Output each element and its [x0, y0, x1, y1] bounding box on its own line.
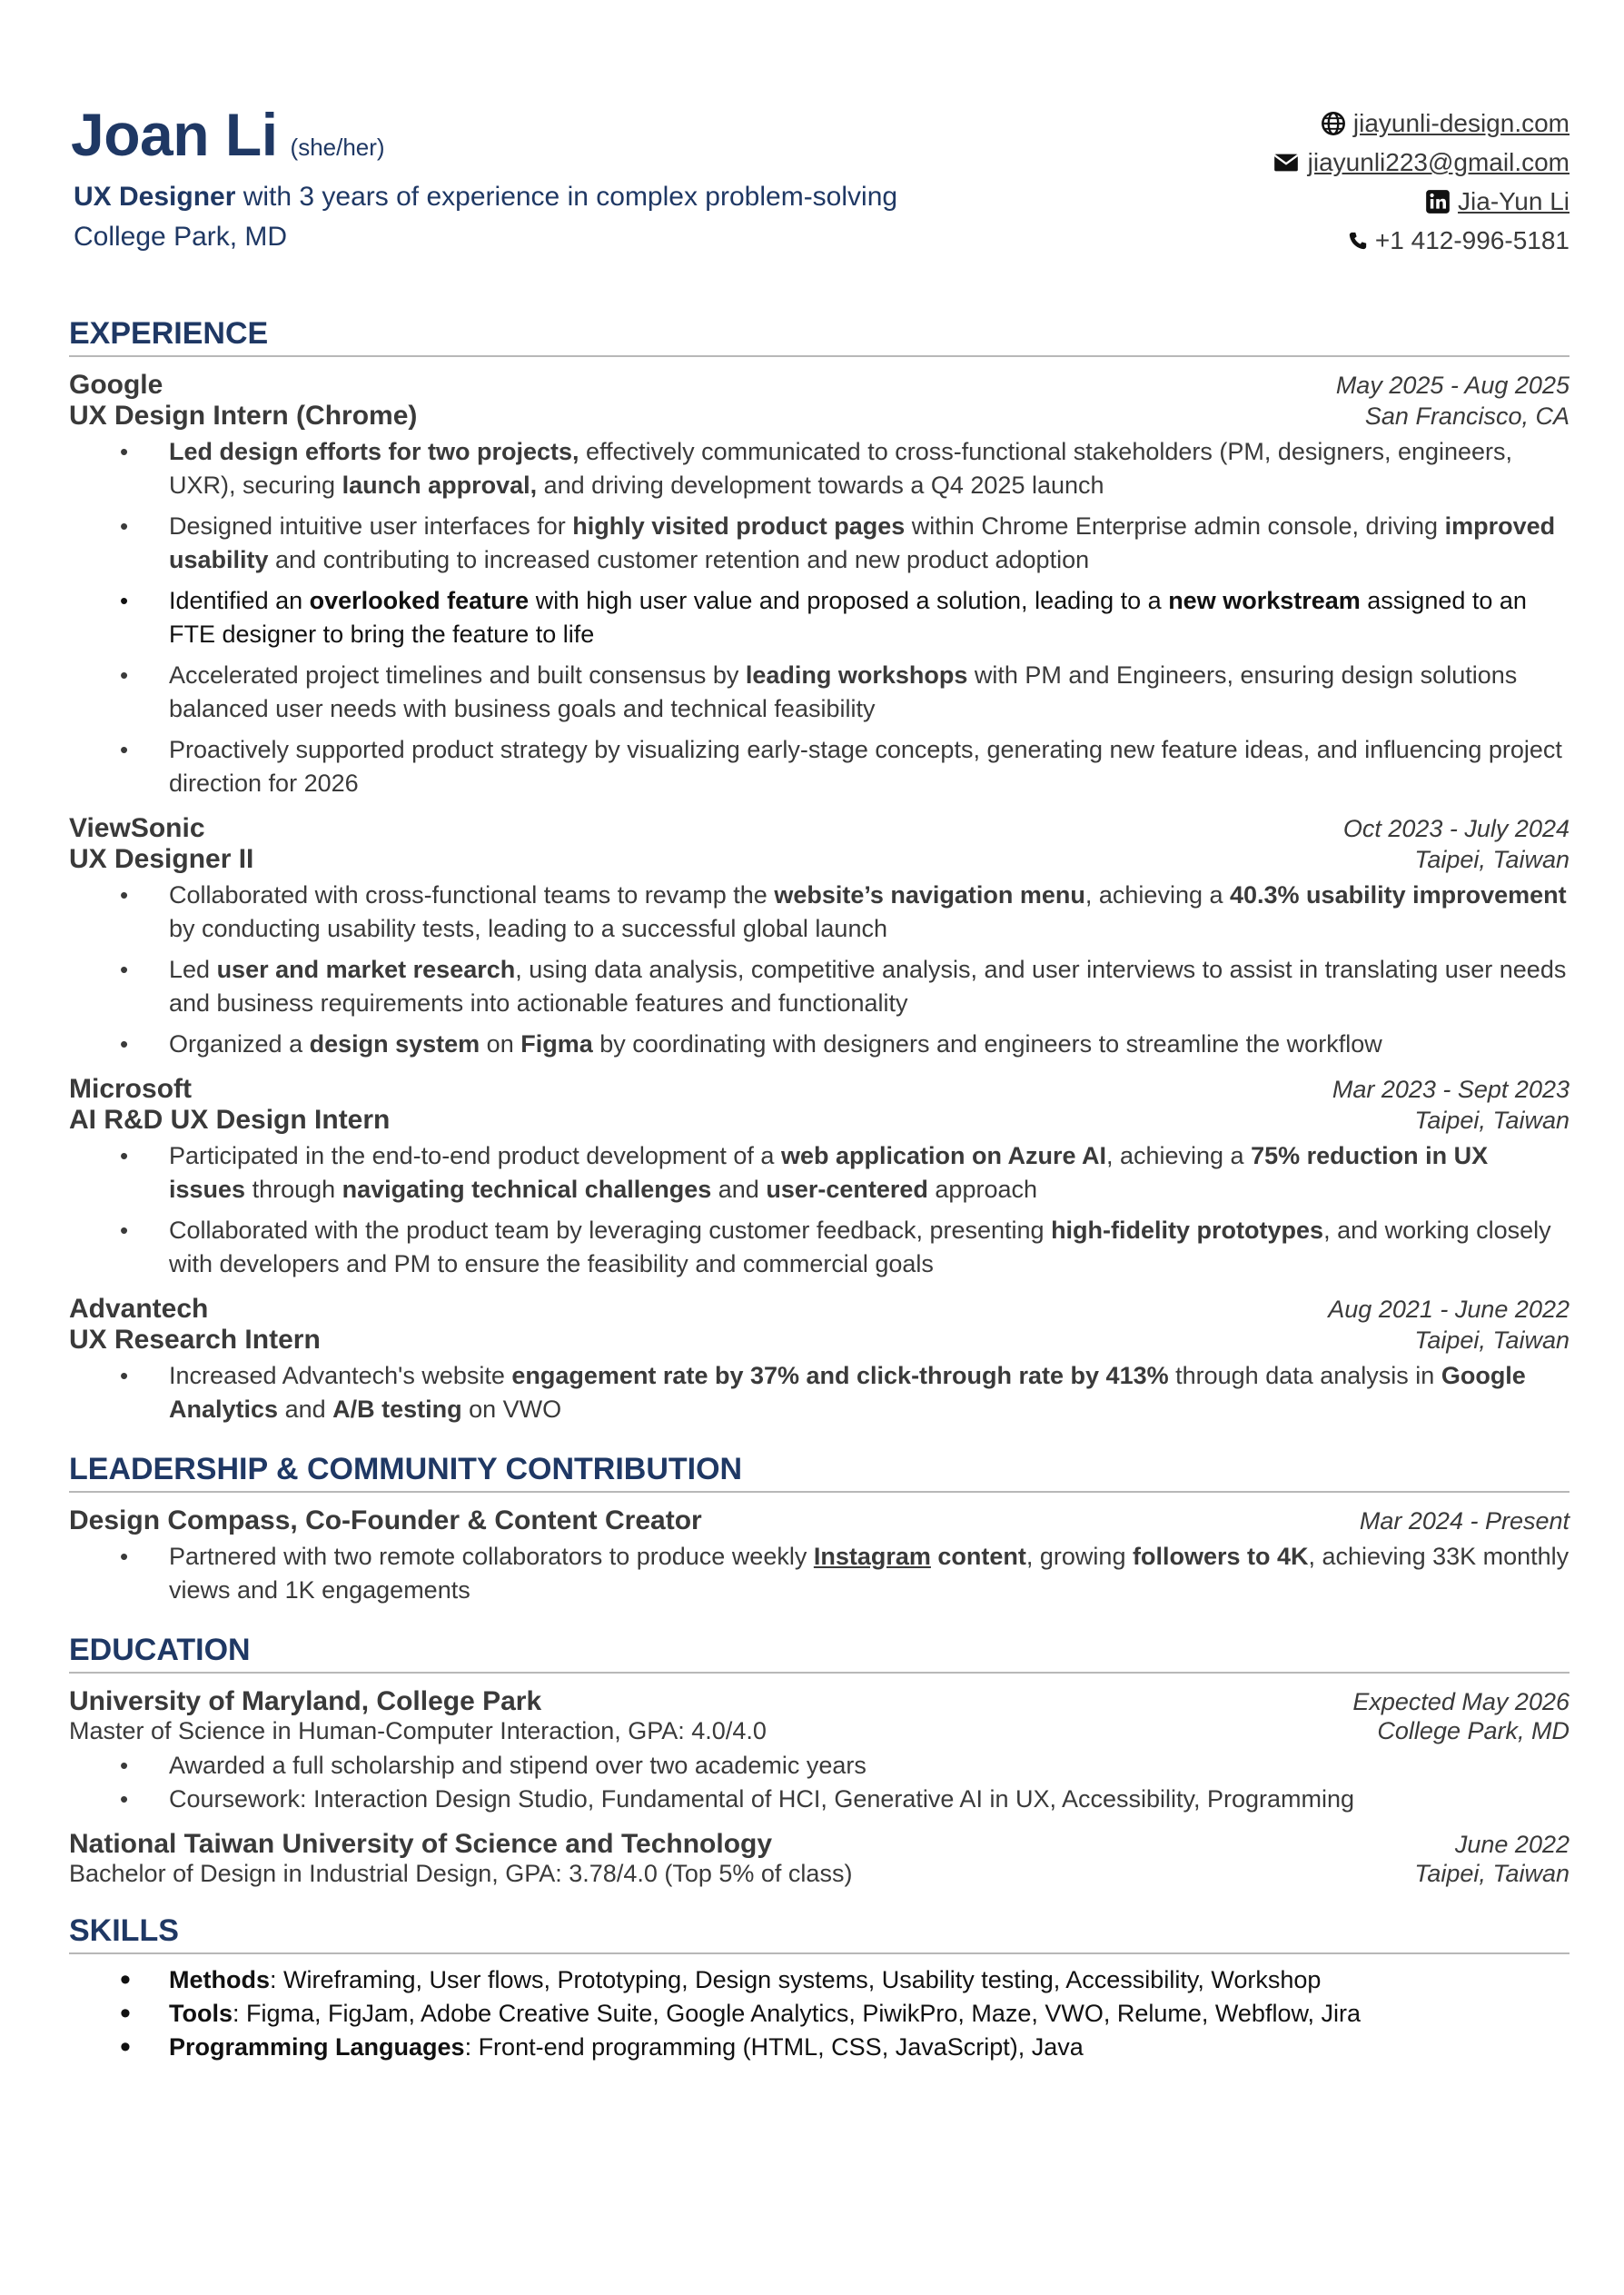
bullet-item	[69, 1359, 1570, 1426]
bullet-text: , growing	[1025, 1543, 1133, 1570]
bullet-emphasis: A/B testing	[332, 1396, 462, 1423]
section-heading: LEADERSHIP & COMMUNITY CONTRIBUTION	[69, 1452, 1570, 1493]
bullet-emphasis: Led design efforts for two projects,	[169, 438, 579, 465]
bullet-text: by conducting usability tests, leading to a successful global launch	[169, 915, 887, 942]
bullet-text: , achieving a	[1084, 881, 1230, 909]
bullet-text: on	[480, 1030, 521, 1058]
name-row	[71, 100, 385, 169]
bullet-text: through data analysis in	[1168, 1362, 1441, 1389]
education-entry	[69, 1686, 1570, 1816]
bullet-text: Identified an	[169, 587, 310, 614]
entry-header	[69, 1294, 1570, 1325]
bullet-text: Organized a	[169, 1030, 310, 1058]
bullet-text: and driving development towards a Q4 2025 launch	[537, 472, 1104, 499]
bullet-emphasis: navigating technical challenges	[342, 1176, 712, 1203]
candidate-location: College Park, MD	[74, 222, 288, 252]
bullet-emphasis: leading workshops	[745, 661, 968, 689]
bullet-text: assigned to an FTE designer to bring the feature to life	[169, 587, 1527, 648]
experience-entry	[69, 370, 1570, 800]
skill-item	[69, 1963, 1570, 1997]
bullet-list	[69, 879, 1570, 1061]
job-location: Taipei, Taiwan	[1414, 1326, 1570, 1354]
bullet-text: Accelerated project timelines and built consensus by	[169, 661, 746, 689]
entry-subheader	[69, 1717, 1570, 1745]
bullet-text: Proactively supported product strategy by visualizing early-stage concepts, generating new feature ideas, and influencing project direction for 2026	[169, 736, 1562, 797]
bullet-item	[69, 1540, 1570, 1607]
bullet-list	[69, 1749, 1570, 1816]
bullet-emphasis: highly visited product pages	[572, 512, 906, 540]
experience-entry	[69, 1074, 1570, 1281]
bullet-text: Collaborated with the product team by leveraging customer feedback, presenting	[169, 1217, 1052, 1244]
company-name: Google	[69, 370, 163, 400]
bullet-emphasis: user-centered	[766, 1176, 928, 1203]
bullet-emphasis: high-fidelity prototypes	[1051, 1217, 1324, 1244]
bullet-emphasis: launch approval,	[342, 472, 538, 499]
experience-entry	[69, 1294, 1570, 1426]
bullet-emphasis: website’s navigation menu	[774, 881, 1085, 909]
leadership-section	[69, 1452, 1570, 1607]
bullet-item	[69, 733, 1570, 800]
bullet-emphasis: Instagram	[813, 1543, 931, 1570]
resume-page	[69, 100, 1570, 2064]
section-heading: EDUCATION	[69, 1633, 1570, 1674]
bullet-text: , achieving 33K monthly views and 1K engagements	[169, 1543, 1570, 1604]
date-range: Oct 2023 - July 2024	[1342, 815, 1570, 842]
bullet-text: Increased Advantech's website	[169, 1362, 512, 1389]
education-section	[69, 1633, 1570, 1888]
envelope-icon	[1272, 150, 1301, 175]
date-range: Expected May 2026	[1352, 1688, 1570, 1715]
skill-label: Tools	[169, 2000, 233, 2027]
bullet-item	[69, 1214, 1570, 1281]
job-title: UX Design Intern (Chrome)	[69, 401, 418, 431]
bullet-text: on VWO	[461, 1396, 562, 1423]
bullet-emphasis: followers to 4K	[1132, 1543, 1309, 1570]
skill-label: Programming Languages	[169, 2033, 465, 2061]
company-name: ViewSonic	[69, 813, 205, 843]
entry-subheader	[69, 1860, 1570, 1888]
date-range: June 2022	[1454, 1831, 1570, 1858]
headline	[74, 182, 897, 213]
bullet-item	[69, 659, 1570, 726]
bullet-text: and	[711, 1176, 767, 1203]
section-heading: EXPERIENCE	[69, 316, 1570, 357]
school-location: College Park, MD	[1377, 1717, 1570, 1744]
school-name: University of Maryland, College Park	[69, 1686, 542, 1716]
company-name: Advantech	[69, 1294, 209, 1324]
skill-text: : Wireframing, User flows, Prototyping, Design systems, Usability testing, Accessibility, Workshop	[270, 1966, 1322, 1993]
entry-header	[69, 370, 1570, 401]
contact-linkedin[interactable]	[1272, 182, 1570, 221]
candidate-name: Joan Li	[71, 101, 278, 168]
leadership-entry	[69, 1505, 1570, 1607]
bullet-text: , using data analysis, competitive analysis, and user interviews to assist in translating user needs and business requirements into actionable features and functionality	[169, 956, 1567, 1017]
bullet-emphasis: engagement rate by 37% and click-through rate by 413%	[511, 1362, 1169, 1389]
job-location: Taipei, Taiwan	[1414, 1107, 1570, 1134]
bullet-text: Led	[169, 956, 217, 983]
entry-subheader	[69, 401, 1570, 432]
contact-website[interactable]	[1272, 104, 1570, 143]
bullet-text: Awarded a full scholarship and stipend over two academic years	[169, 1752, 866, 1779]
degree: Master of Science in Human-Computer Interaction, GPA: 4.0/4.0	[69, 1717, 767, 1744]
linkedin-link[interactable]: Jia-Yun Li	[1458, 187, 1570, 215]
website-link[interactable]: jiayunli-design.com	[1352, 109, 1570, 137]
bullet-text: by coordinating with designers and engineers to streamline the workflow	[592, 1030, 1382, 1058]
date-range: Mar 2023 - Sept 2023	[1332, 1076, 1570, 1103]
date-range: Aug 2021 - June 2022	[1328, 1296, 1570, 1323]
globe-icon	[1321, 111, 1346, 136]
job-location: San Francisco, CA	[1364, 402, 1570, 430]
bullet-emphasis: 75% reduction in UX issues	[169, 1142, 1489, 1203]
education-entry	[69, 1829, 1570, 1888]
contact-list	[1272, 104, 1570, 260]
headline-title: UX Designer	[74, 182, 236, 212]
entry-header	[69, 1505, 1570, 1536]
bullet-item	[69, 584, 1570, 651]
skills-section	[69, 1913, 1570, 2064]
bullet-emphasis: 40.3% usability improvement	[1230, 881, 1567, 909]
bullet-text: within Chrome Enterprise admin console, driving	[905, 512, 1445, 540]
bullet-emphasis: Figma	[520, 1030, 593, 1058]
bullet-list	[69, 1540, 1570, 1607]
leadership-title: Design Compass, Co-Founder & Content Creator	[69, 1505, 702, 1535]
bullet-list	[69, 1359, 1570, 1426]
contact-phone	[1272, 221, 1570, 260]
bullet-item	[69, 1139, 1570, 1207]
bullet-text: and	[278, 1396, 333, 1423]
skill-text: : Figma, FigJam, Adobe Creative Suite, Google Analytics, PiwikPro, Maze, VWO, Relume, Webflow, Jira	[233, 2000, 1361, 2027]
bullet-emphasis: content	[930, 1543, 1026, 1570]
date-range: Mar 2024 - Present	[1359, 1507, 1570, 1535]
skill-item	[69, 1997, 1570, 2031]
job-location: Taipei, Taiwan	[1414, 846, 1570, 873]
headline-rest: with 3 years of experience in complex problem-solving	[235, 182, 898, 212]
date-range: May 2025 - Aug 2025	[1335, 372, 1570, 399]
bullet-list	[69, 435, 1570, 800]
skill-text: : Front-end programming (HTML, CSS, JavaScript), Java	[464, 2033, 1084, 2061]
bullet-text: Partnered with two remote collaborators to produce weekly	[169, 1543, 814, 1570]
bullet-text: Participated in the end-to-end product development of a	[169, 1142, 781, 1169]
bullet-item	[69, 1783, 1570, 1816]
bullet-text: approach	[927, 1176, 1037, 1203]
bullet-emphasis: design system	[309, 1030, 480, 1058]
linkedin-icon	[1425, 189, 1451, 214]
entry-subheader	[69, 1325, 1570, 1356]
job-title: AI R&D UX Design Intern	[69, 1105, 391, 1135]
bullet-text: Coursework: Interaction Design Studio, Fundamental of HCI, Generative AI in UX, Accessibility, Programming	[169, 1785, 1355, 1813]
bullet-text: with high user value and proposed a solution, leading to a	[529, 587, 1169, 614]
skill-label: Methods	[169, 1966, 270, 1993]
entry-header	[69, 1074, 1570, 1105]
contact-email[interactable]	[1272, 143, 1570, 182]
entry-header	[69, 1829, 1570, 1860]
bullet-text: Collaborated with cross-functional teams to revamp the	[169, 881, 775, 909]
bullet-emphasis: user and market research	[216, 956, 516, 983]
bullet-text: effectively communicated to cross-functional stakeholders (PM, designers, engineers, UXR), securing	[169, 438, 1513, 499]
bullet-item	[69, 1028, 1570, 1061]
bullet-emphasis: web application on Azure AI	[780, 1142, 1106, 1169]
entry-subheader	[69, 1105, 1570, 1136]
school-location: Taipei, Taiwan	[1414, 1860, 1570, 1887]
email-link[interactable]: jiayunli223@gmail.com	[1307, 148, 1570, 176]
phone-number: +1 412-996-5181	[1374, 226, 1570, 254]
experience-section	[69, 316, 1570, 1426]
bullet-item	[69, 953, 1570, 1020]
bullet-text: and contributing to increased customer retention and new product adoption	[268, 546, 1090, 573]
bullet-emphasis: Google Analytics	[169, 1362, 1526, 1423]
bullet-text: Designed intuitive user interfaces for	[169, 512, 573, 540]
skill-item	[69, 2031, 1570, 2064]
degree: Bachelor of Design in Industrial Design, GPA: 3.78/4.0 (Top 5% of class)	[69, 1860, 853, 1887]
bullet-item	[69, 1749, 1570, 1783]
job-title: UX Designer II	[69, 844, 254, 874]
bullet-item	[69, 435, 1570, 502]
bullet-text: through	[245, 1176, 342, 1203]
bullet-emphasis: improved usability	[169, 512, 1556, 573]
bullet-text: , achieving a	[1105, 1142, 1252, 1169]
entry-header	[69, 1686, 1570, 1717]
bullet-text: , and working closely with developers and PM to ensure the feasibility and commercial goals	[169, 1217, 1551, 1277]
experience-entry	[69, 813, 1570, 1061]
bullet-item	[69, 879, 1570, 946]
skills-list	[69, 1963, 1570, 2064]
entry-subheader	[69, 844, 1570, 875]
resume-header	[69, 100, 1570, 300]
pronouns: (she/her)	[290, 134, 385, 161]
section-heading: SKILLS	[69, 1913, 1570, 1954]
company-name: Microsoft	[69, 1074, 192, 1104]
bullet-emphasis: new workstream	[1168, 587, 1361, 614]
bullet-list	[69, 1139, 1570, 1281]
school-name: National Taiwan University of Science and Technology	[69, 1829, 773, 1859]
bullet-item	[69, 510, 1570, 577]
phone-icon	[1348, 228, 1368, 253]
job-title: UX Research Intern	[69, 1325, 321, 1355]
bullet-emphasis: overlooked feature	[309, 587, 530, 614]
bullet-text: with PM and Engineers, ensuring design solutions balanced user needs with business goals and technical feasibility	[169, 661, 1518, 722]
entry-header	[69, 813, 1570, 844]
